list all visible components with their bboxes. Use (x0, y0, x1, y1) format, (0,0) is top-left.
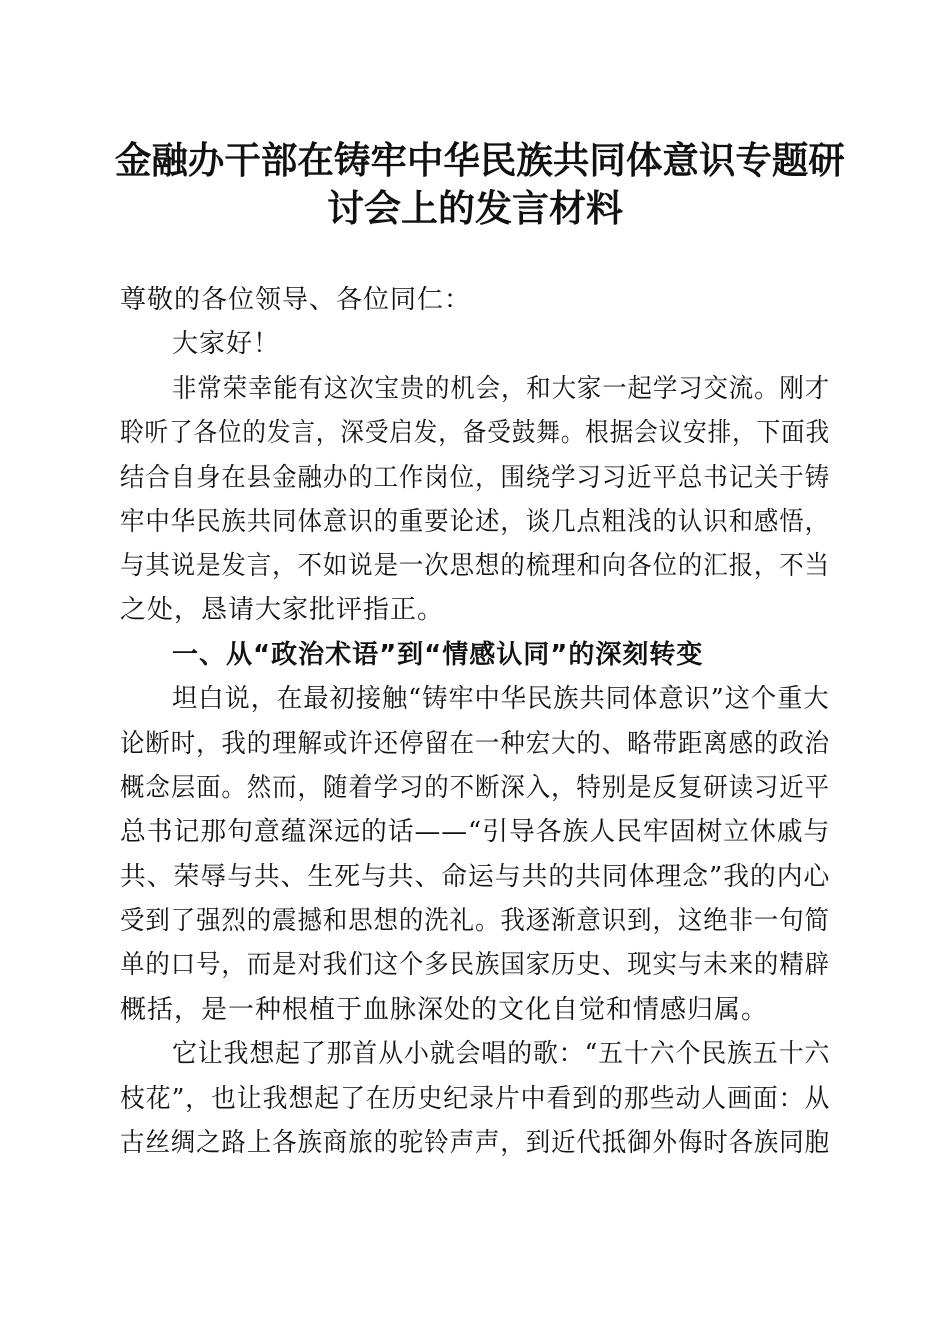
paragraph-line: 坦白说，在最初接触“铸牢中华民族共同体意识”这个重大 (172, 684, 830, 714)
paragraph-line: 之处，恳请大家批评指正。 (120, 595, 445, 625)
paragraph-line: 受到了强烈的震撼和思想的洗礼。我逐渐意识到，这绝非一句简 (120, 906, 831, 936)
document-title-line-1: 金融办干部在铸牢中华民族共同体意识专题研 (114, 138, 845, 182)
salutation: 尊敬的各位领导、各位同仁： (120, 285, 472, 315)
paragraph-line: 共、荣辱与共、生死与共、命运与共的共同体理念”我的内心 (120, 862, 831, 892)
document-title-line-2: 讨会上的发言材料 (327, 186, 623, 230)
paragraph-line: 聆听了各位的发言，深受启发，备受鼓舞。根据会议安排，下面我 (120, 418, 831, 448)
paragraph-line: 总书记那句意蕴深远的话——“引导各族人民牢固树立休戚与 (120, 817, 831, 847)
paragraph-line: 古丝绸之路上各族商旅的驼铃声声，到近代抵御外侮时各族同胞 (120, 1128, 831, 1158)
paragraph-line: 概括，是一种根植于血脉深处的文化自觉和情感归属。 (120, 995, 769, 1025)
paragraph-line: 与其说是发言，不如说是一次思想的梳理和向各位的汇报，不当 (120, 551, 831, 581)
paragraph-line: 枝花”，也让我想起了在历史纪录片中看到的那些动人画面：从 (120, 1084, 831, 1114)
paragraph-line: 论断时，我的理解或许还停留在一种宏大的、略带距离感的政治 (120, 729, 831, 759)
paragraph-line: 概念层面。然而，随着学习的不断深入，特别是反复研读习近平 (120, 773, 831, 803)
paragraph-line: 非常荣幸能有这次宝贵的机会，和大家一起学习交流。刚才 (172, 374, 831, 404)
section-heading: 一、从“政治术语”到“情感认同”的深刻转变 (172, 640, 704, 670)
greeting: 大家好！ (172, 329, 281, 359)
paragraph-line: 它让我想起了那首从小就会唱的歌：“五十六个民族五十六 (172, 1039, 831, 1069)
paragraph-line: 单的口号，而是对我们这个多民族国家历史、现实与未来的精辟 (120, 950, 831, 980)
paragraph-line: 牢中华民族共同体意识的重要论述，谈几点粗浅的认识和感悟， (120, 507, 831, 537)
paragraph-line: 结合自身在县金融办的工作岗位，围绕学习习近平总书记关于铸 (120, 463, 831, 493)
